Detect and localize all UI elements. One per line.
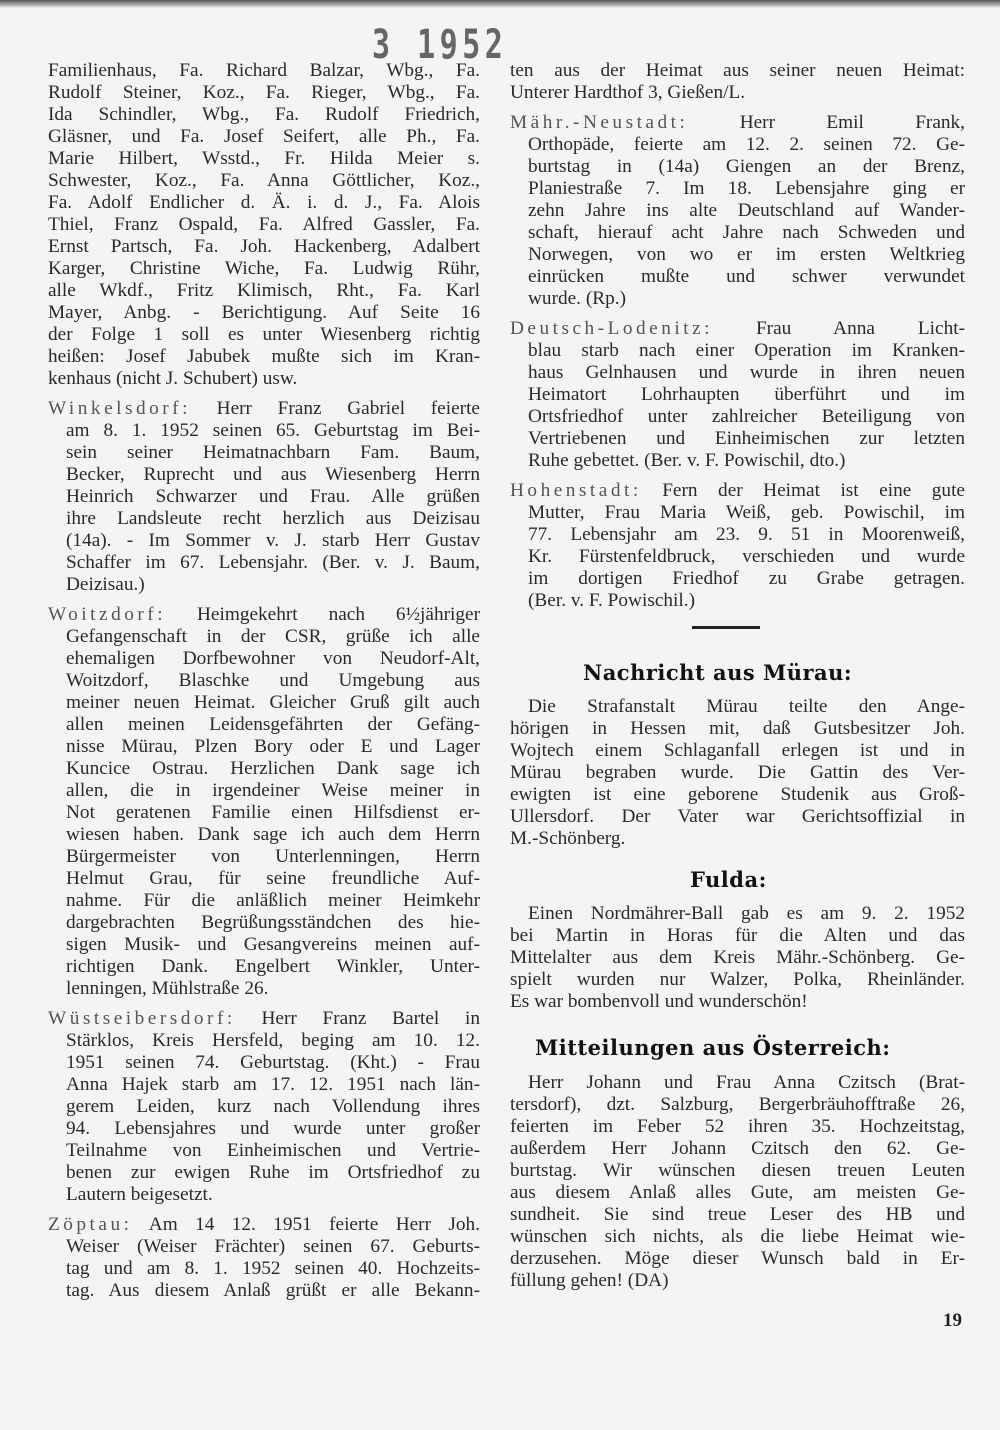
line-text: Fa. Adolf Endlicher d. Ä. i. d. J., Fa. Alois [48, 192, 480, 213]
text-line [48, 368, 480, 390]
text-line [48, 1184, 480, 1206]
line-text: Heimatort Lohrhaupten überführt und im [528, 384, 965, 405]
paragraph [48, 1214, 480, 1302]
text-line [48, 530, 480, 552]
line-text: tag und am 8. 1. 1952 seinen 40. Hochzeits- [66, 1258, 480, 1279]
text-line [48, 346, 480, 368]
text-line [510, 762, 965, 784]
line-text: dargebrachten Begrüßungsständchen des hie- [66, 912, 480, 933]
line-text: Marie Hilbert, Wsstd., Fr. Hilda Meier s. [48, 148, 480, 169]
line-text: Gläsner, und Fa. Josef Seifert, alle Ph., Fa. [48, 126, 480, 147]
line-text: lenningen, Mühlstraße 26. [66, 978, 269, 999]
line-text: heißen: Josef Jabubek mußte sich im Kran- [48, 346, 480, 367]
line-text: Ida Schindler, Wbg., Fa. Rudolf Friedrich, [48, 104, 480, 125]
line-text: sein seiner Heimatnachbarn Fam. Baum, [66, 442, 480, 463]
text-line [510, 450, 965, 472]
text-line [48, 978, 480, 1000]
paragraph [48, 60, 480, 390]
text-line [48, 670, 480, 692]
line-text: ewigten ist eine geborene Studenik aus Groß- [510, 784, 965, 805]
line-text: Rudolf Steiner, Koz., Fa. Rieger, Wbg., Fa. [48, 82, 480, 103]
section-heading-muerau: Nachricht aus Mürau: [583, 660, 853, 685]
line-text: allen meinen Leidensgefährten der Gefäng- [66, 714, 480, 735]
text-line [510, 568, 965, 590]
line-text: Am 14 12. 1951 feierte Herr Joh. [132, 1214, 480, 1235]
text-line [48, 82, 480, 104]
text-line [48, 126, 480, 148]
line-text: Heimgekehrt nach 6½jähriger [166, 604, 480, 625]
text-line [510, 384, 965, 406]
line-text: meiner neuen Heimat. Gleicher Gruß gilt auch [66, 692, 480, 713]
line-text: Gefangenschaft in der CSR, grüße ich alle [66, 626, 480, 647]
text-line [48, 464, 480, 486]
line-text: sundheit. Sie sind treue Leser des HB und [510, 1204, 965, 1225]
text-line [510, 134, 965, 156]
line-text: Mittelalter aus dem Kreis Mähr.-Schönberg. Ge- [510, 947, 965, 968]
paragraph [48, 398, 480, 596]
text-line [510, 480, 965, 502]
line-text: Ernst Partsch, Fa. Joh. Hackenberg, Adalbert [48, 236, 480, 257]
text-line [48, 604, 480, 626]
line-text: blau starb nach einer Operation im Kranken- [528, 340, 965, 361]
text-line [48, 192, 480, 214]
text-line [48, 758, 480, 780]
line-text: Frau Anna Licht- [713, 318, 965, 339]
text-line [48, 1008, 480, 1030]
line-text: Heinrich Schwarzer und Frau. Alle grüßen [66, 486, 480, 507]
text-line [510, 1270, 965, 1292]
text-line [510, 266, 965, 288]
text-line [48, 648, 480, 670]
line-text: hörigen in Hessen mit, daß Gutsbesitzer Joh. [510, 718, 965, 739]
line-text: Woitzdorf, Blaschke und Umgebung aus [66, 670, 480, 691]
paragraph [510, 60, 965, 104]
text-line [48, 398, 480, 420]
text-line [48, 214, 480, 236]
line-text: gerem Leiden, kurz nach Vollendung ihres [66, 1096, 480, 1117]
paragraph [510, 1072, 965, 1292]
issue-stamp: 3 1952 [372, 22, 508, 68]
line-text: Schwester, Koz., Fa. Anna Göttlicher, Koz., [48, 170, 480, 191]
line-text: wiesen haben. Dank sage ich auch dem Herrn [66, 824, 480, 845]
line-text: nahme. Für die anläßlich meiner Heimkehr [66, 890, 480, 911]
line-text: füllung gehen! (DA) [510, 1270, 669, 1291]
text-line [48, 626, 480, 648]
line-text: aus diesem Anlaß alles Gute, am meisten Ge- [510, 1182, 965, 1203]
text-line [48, 420, 480, 442]
line-text: Stärklos, Kreis Hersfeld, beging am 10. 12. [66, 1030, 480, 1051]
line-text: Es war bombenvoll und wunderschön! [510, 991, 808, 1012]
line-text: ten aus der Heimat aus seiner neuen Heimat: [510, 60, 965, 81]
line-text: Kuncice Ostrau. Herzlichen Dank sage ich [66, 758, 480, 779]
line-text: Mutter, Frau Maria Weiß, geb. Powischil, im [528, 502, 965, 523]
line-text: Becker, Ruprecht und aus Wiesenberg Herrn [66, 464, 480, 485]
text-line [510, 696, 965, 718]
text-line [510, 82, 965, 104]
line-text: tersdorf), dzt. Salzburg, Bergerbräuhofftraße 26, [510, 1094, 965, 1115]
text-line [510, 590, 965, 612]
text-line [510, 222, 965, 244]
page-number: 19 [943, 1310, 962, 1331]
line-text: Ortsfriedhof unter zahlreicher Beteiligung von [528, 406, 965, 427]
line-text: Thiel, Franz Ospald, Fa. Alfred Gassler, Fa. [48, 214, 480, 235]
line-text: einrücken mußte und schwer verwundet [528, 266, 965, 287]
text-line [510, 969, 965, 991]
section-body-muerau [510, 696, 965, 850]
place-name: Zöptau: [48, 1214, 133, 1235]
text-line [48, 956, 480, 978]
text-line [48, 508, 480, 530]
line-text: am 8. 1. 1952 seinen 65. Geburtstag im Bei- [66, 420, 480, 441]
line-text: Herr Johann und Frau Anna Czitsch (Brat- [528, 1072, 965, 1093]
text-line [48, 258, 480, 280]
text-line [510, 1116, 965, 1138]
text-line [48, 486, 480, 508]
section-divider [692, 626, 760, 629]
line-text: Weiser (Weiser Frächter) seinen 67. Geburts- [66, 1236, 480, 1257]
line-text: burtstag. Wir wünschen diesen treuen Leuten [510, 1160, 965, 1181]
paragraph [510, 480, 965, 612]
text-line [510, 362, 965, 384]
line-text: ehemaligen Dorfbewohner von Neudorf-Alt, [66, 648, 480, 669]
paragraph [510, 903, 965, 1013]
line-text: Teilnahme von Einheimischen und Vertrie- [66, 1140, 480, 1161]
line-text: Wojtech einem Schlaganfall erlegen ist und in [510, 740, 965, 761]
line-text: benen zur ewigen Ruhe im Ortsfriedhof zu [66, 1162, 480, 1183]
text-line [48, 1214, 480, 1236]
paragraph [510, 318, 965, 472]
line-text: sigen Musik- und Gesangvereins meinen auf- [66, 934, 480, 955]
text-line [48, 104, 480, 126]
line-text: burtstag in (14a) Giengen an der Brenz, [528, 156, 965, 177]
scan-edge [0, 0, 1000, 8]
text-line [48, 824, 480, 846]
line-text: 77. Lebensjahr am 23. 9. 51 in Moorenweiß, [528, 524, 965, 545]
text-line [48, 714, 480, 736]
text-line [48, 1096, 480, 1118]
text-line [48, 280, 480, 302]
line-text: Planiestraße 7. Im 18. Lebensjahre ging er [528, 178, 965, 199]
section-heading-oesterreich: Mitteilungen aus Österreich: [535, 1035, 891, 1060]
text-line [510, 925, 965, 947]
text-line [48, 302, 480, 324]
line-text: 1951 seinen 74. Geburtstag. (Kht.) - Frau [66, 1052, 480, 1073]
line-text: (14a). - Im Sommer v. J. starb Herr Gustav [66, 530, 480, 551]
text-line [48, 912, 480, 934]
line-text: Anna Hajek starb am 17. 12. 1951 nach län- [66, 1074, 480, 1095]
section-heading-fulda: Fulda: [690, 867, 767, 892]
line-text: Ruhe gebettet. (Ber. v. F. Powischil, dto.) [528, 450, 846, 471]
text-line [510, 156, 965, 178]
text-line [510, 200, 965, 222]
text-line [48, 1280, 480, 1302]
line-text: tag. Aus diesem Anlaß grüßt er alle Bekann- [66, 1280, 480, 1301]
paragraph [510, 112, 965, 310]
text-line [510, 947, 965, 969]
place-name: Wüstseibersdorf: [48, 1008, 236, 1029]
line-text: Schaffer im 67. Lebensjahr. (Ber. v. J. Baum, [66, 552, 480, 573]
text-line [510, 1138, 965, 1160]
text-line [48, 1162, 480, 1184]
line-text: Deizisau.) [66, 574, 145, 595]
text-line [510, 1072, 965, 1094]
text-line [48, 868, 480, 890]
text-line [48, 692, 480, 714]
right-column [510, 60, 965, 612]
left-column [48, 60, 480, 1302]
text-line [48, 574, 480, 596]
text-line [510, 1182, 965, 1204]
paragraph [48, 1008, 480, 1206]
line-text: richtigen Dank. Engelbert Winkler, Unter- [66, 956, 480, 977]
text-line [48, 1236, 480, 1258]
line-text: Orthopäde, feierte am 12. 2. seinen 72. Ge- [528, 134, 965, 155]
line-text: kenhaus (nicht J. Schubert) usw. [48, 368, 298, 389]
text-line [48, 1140, 480, 1162]
line-text: derzusehen. Möge dieser Wunsch bald in Er- [510, 1248, 965, 1269]
line-text: Einen Nordmährer-Ball gab es am 9. 2. 1952 [528, 903, 965, 924]
line-text: ihre Landsleute recht herzlich aus Deizisau [66, 508, 480, 529]
text-line [48, 148, 480, 170]
line-text: nisse Mürau, Plzen Bory oder E und Lager [66, 736, 480, 757]
line-text: zehn Jahre ins alte Deutschland auf Wander- [528, 200, 965, 221]
line-text: alle Wkdf., Fritz Klimisch, Rht., Fa. Karl [48, 280, 480, 301]
line-text: bei Martin in Horas für die Alten und das [510, 925, 965, 946]
text-line [510, 288, 965, 310]
line-text: der Folge 1 soll es unter Wiesenberg richtig [48, 324, 480, 345]
line-text: Vertriebenen und Einheimischen zur letzten [528, 428, 965, 449]
line-text: 94. Lebensjahres und wurde unter großer [66, 1118, 480, 1139]
text-line [48, 236, 480, 258]
text-line [48, 736, 480, 758]
text-line [510, 340, 965, 362]
text-line [48, 552, 480, 574]
text-line [510, 1160, 965, 1182]
text-line [510, 991, 965, 1013]
line-text: (Ber. v. F. Powischil.) [528, 590, 695, 611]
line-text: außerdem Herr Johann Czitsch den 62. Ge- [510, 1138, 965, 1159]
text-line [510, 784, 965, 806]
line-text: Karger, Christine Wiche, Fa. Ludwig Rühr, [48, 258, 480, 279]
line-text: im dortigen Friedhof zu Grabe getragen. [528, 568, 965, 589]
text-line [48, 802, 480, 824]
text-line [48, 890, 480, 912]
text-line [510, 740, 965, 762]
text-line [510, 524, 965, 546]
text-line [48, 324, 480, 346]
text-line [510, 546, 965, 568]
text-line [510, 1226, 965, 1248]
text-line [48, 934, 480, 956]
text-line [510, 178, 965, 200]
line-text: Familienhaus, Fa. Richard Balzar, Wbg., Fa. [48, 60, 480, 81]
paragraph [510, 696, 965, 850]
text-line [510, 112, 965, 134]
text-line [48, 846, 480, 868]
place-name: Hohenstadt: [510, 480, 642, 501]
line-text: Helmut Grau, für seine freundliche Auf- [66, 868, 480, 889]
text-line [48, 1074, 480, 1096]
text-line [48, 1030, 480, 1052]
paragraph [48, 604, 480, 1000]
line-text: wünschen sich nichts, als die liebe Heimat wie- [510, 1226, 965, 1247]
line-text: M.-Schönberg. [510, 828, 626, 849]
line-text: Bürgermeister von Unterlenningen, Herrn [66, 846, 480, 867]
text-line [510, 1094, 965, 1116]
section-body-oesterreich [510, 1072, 965, 1292]
line-text: Herr Emil Frank, [688, 112, 965, 133]
text-line [510, 806, 965, 828]
line-text: Fern der Heimat ist eine gute [641, 480, 965, 501]
text-line [510, 1248, 965, 1270]
text-line [510, 718, 965, 740]
line-text: Ullersdorf. Der Vater war Gerichtsoffizial in [510, 806, 965, 827]
section-body-fulda [510, 903, 965, 1013]
line-text: Not geratenen Familie einen Hilfsdienst er- [66, 802, 480, 823]
text-line [510, 428, 965, 450]
line-text: Herr Franz Bartel in [235, 1008, 480, 1029]
line-text: Unterer Hardthof 3, Gießen/L. [510, 82, 746, 103]
text-line [510, 502, 965, 524]
place-name: Mähr.-Neustadt: [510, 112, 689, 133]
text-line [48, 442, 480, 464]
text-line [510, 318, 965, 340]
text-line [510, 828, 965, 850]
line-text: haus Gelnhausen und wurde in ihren neuen [528, 362, 965, 383]
text-line [510, 1204, 965, 1226]
text-line [48, 170, 480, 192]
line-text: Herr Franz Gabriel feierte [190, 398, 480, 419]
text-line [510, 60, 965, 82]
place-name: Winkelsdorf: [48, 398, 191, 419]
line-text: wurde. (Rp.) [528, 288, 626, 309]
place-name: Deutsch-Lodenitz: [510, 318, 713, 339]
line-text: Lautern beigesetzt. [66, 1184, 213, 1205]
line-text: Norwegen, von wo er im ersten Weltkrieg [528, 244, 965, 265]
line-text: allen, die in irgendeiner Weise meiner in [66, 780, 480, 801]
text-line [48, 1118, 480, 1140]
text-line [510, 406, 965, 428]
line-text: Kr. Fürstenfeldbruck, verschieden und wurde [528, 546, 965, 567]
line-text: feierten im Feber 52 ihren 35. Hochzeitstag, [510, 1116, 965, 1137]
text-line [510, 244, 965, 266]
place-name: Woitzdorf: [48, 604, 167, 625]
text-line [510, 903, 965, 925]
text-line [48, 60, 480, 82]
line-text: schaft, hierauf acht Jahre nach Schweden und [528, 222, 965, 243]
line-text: Mürau begraben wurde. Die Gattin des Ver- [510, 762, 965, 783]
text-line [48, 780, 480, 802]
text-line [48, 1258, 480, 1280]
text-line [48, 1052, 480, 1074]
line-text: spielt wurden nur Walzer, Polka, Rheinländer. [510, 969, 965, 990]
line-text: Die Strafanstalt Mürau teilte den Ange- [528, 696, 965, 717]
line-text: Mayer, Anbg. - Berichtigung. Auf Seite 16 [48, 302, 480, 323]
